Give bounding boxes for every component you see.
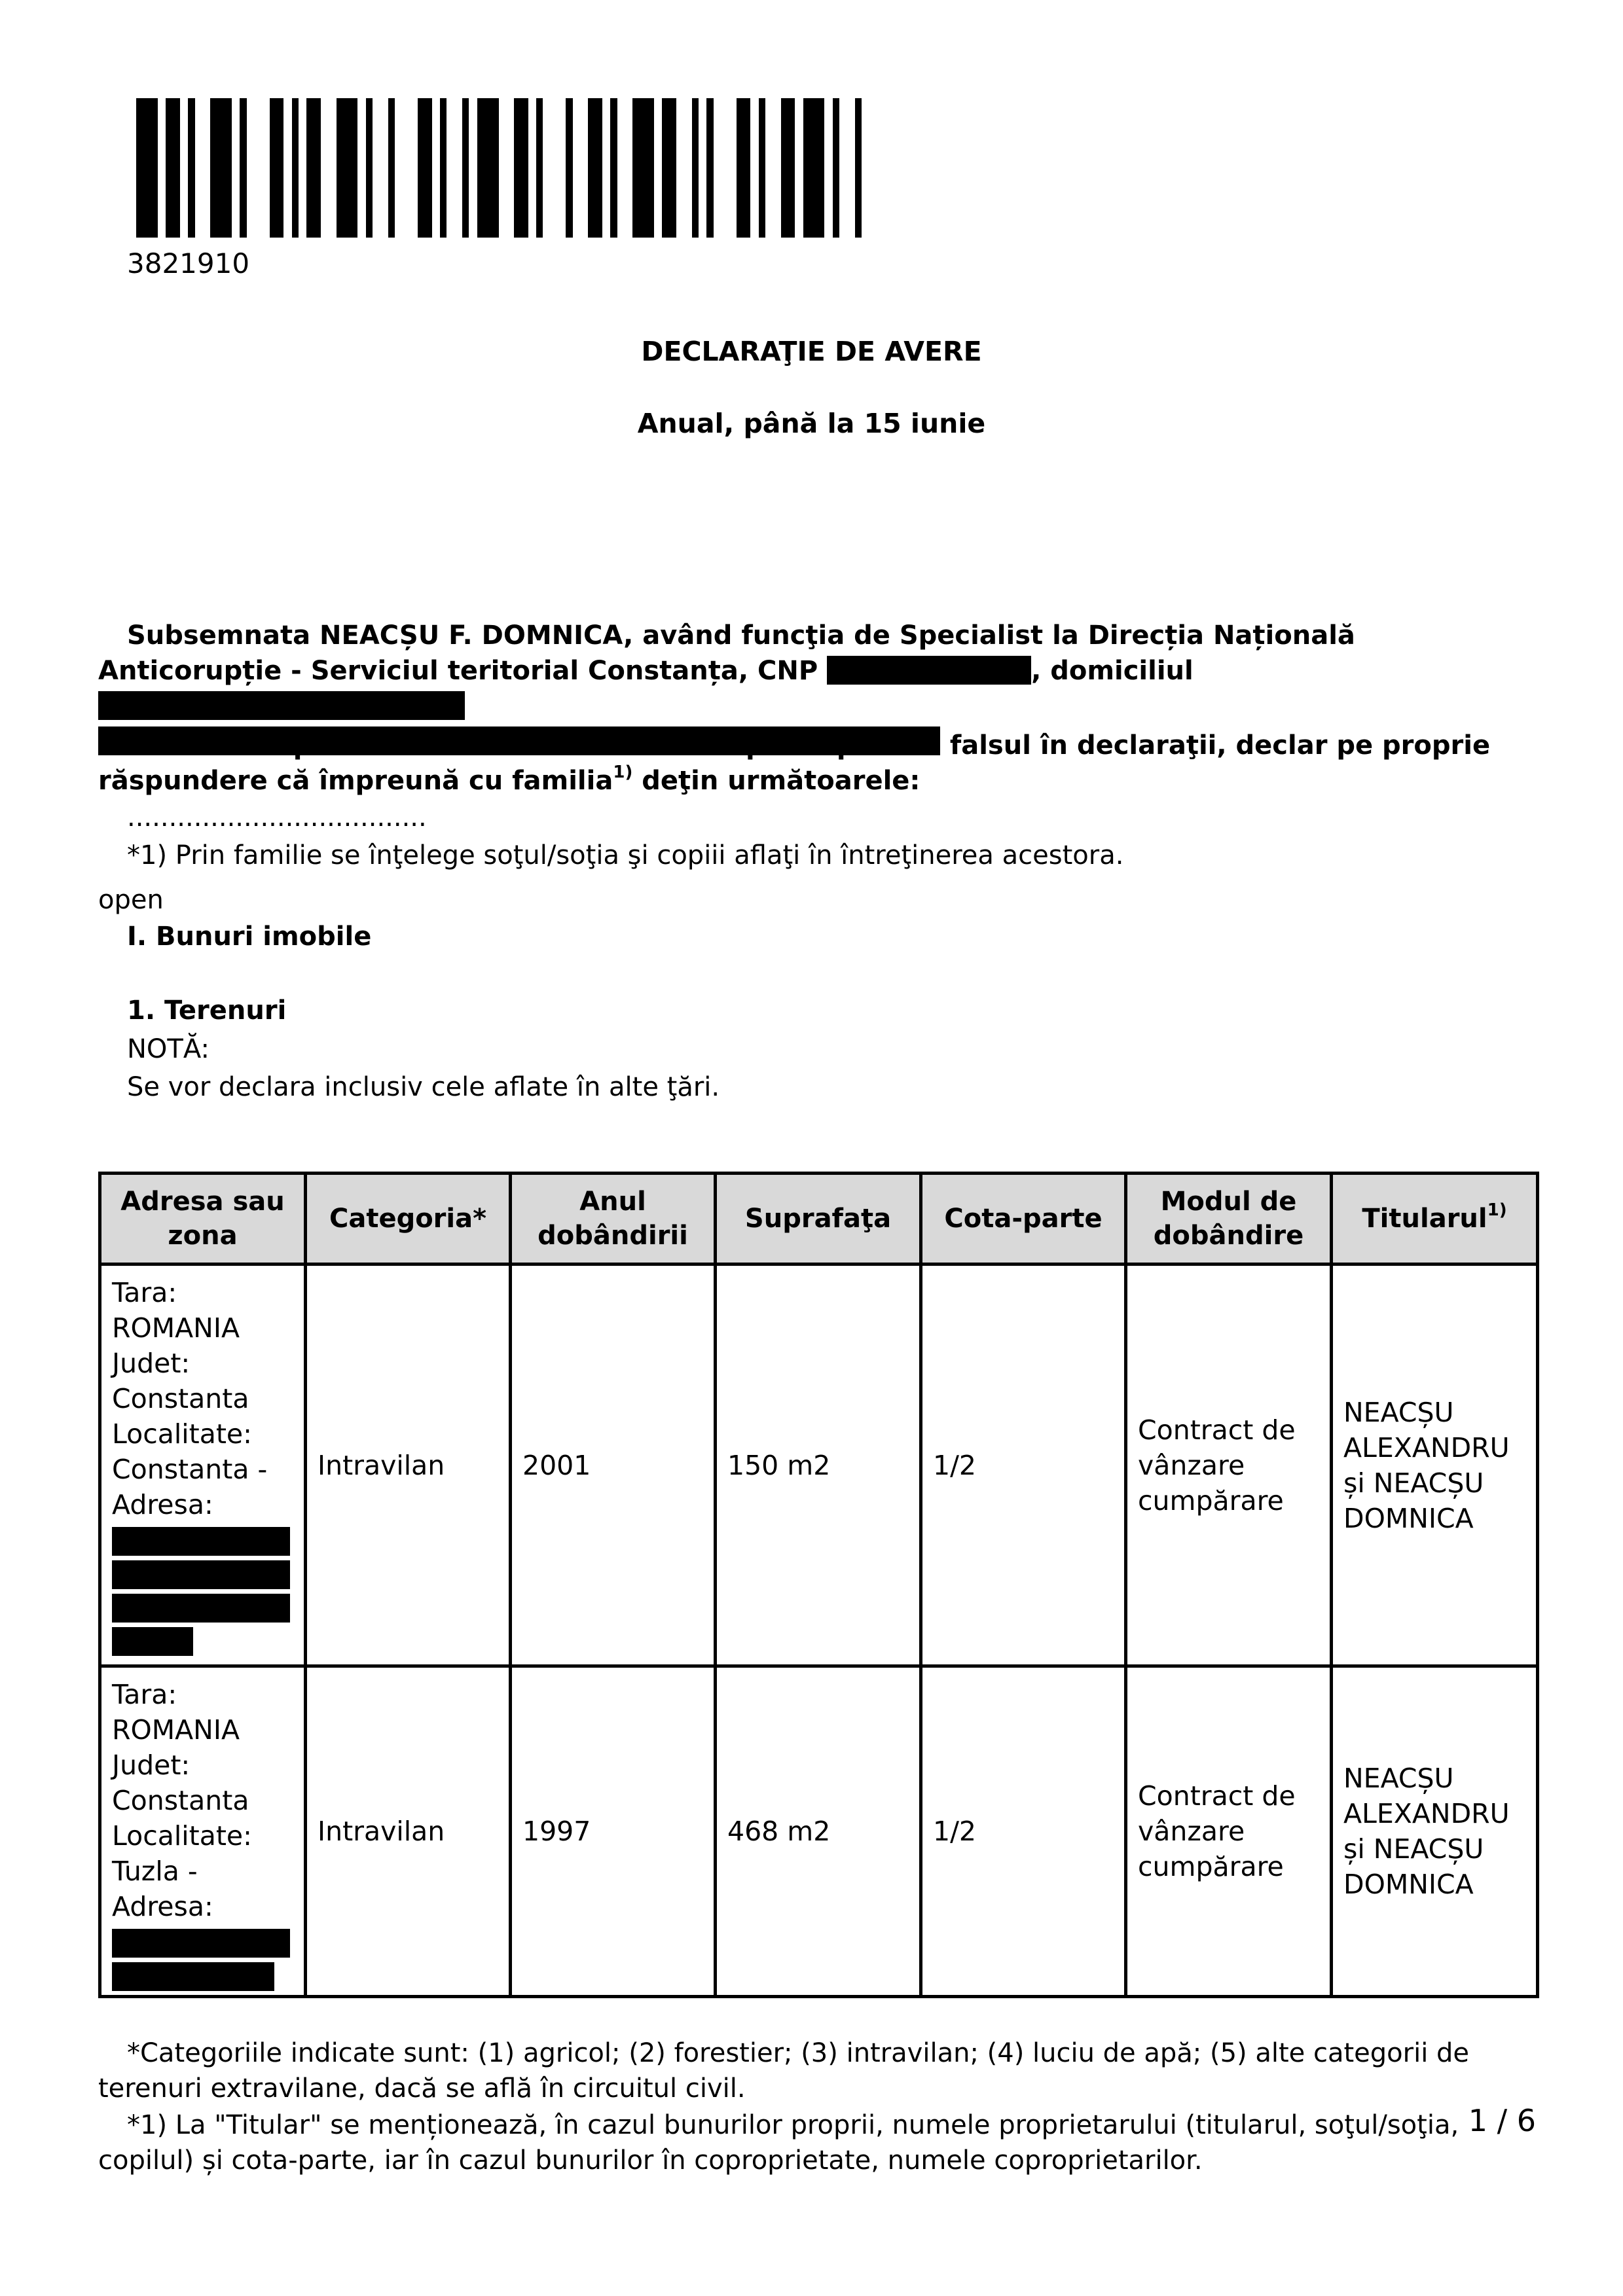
land-table <box>98 1172 1539 1998</box>
redacted-address <box>112 1594 290 1623</box>
header-address: Adresa sau zona <box>100 1174 306 1265</box>
nota-label: NOTĂ: <box>127 1034 210 1064</box>
section-heading: I. Bunuri imobile <box>127 922 372 952</box>
declaration-text: cunoscând prevederile art. 292 din Codul penal privind falsul în declaraţii, declar pe proprie răspundere că împreună cu familia <box>98 730 1491 796</box>
barcode-bar <box>632 98 654 238</box>
header-year: Anul dobândirii <box>511 1174 716 1265</box>
barcode-bar <box>803 98 825 238</box>
barcode-bar <box>136 98 158 238</box>
header-mode: Modul de dobândire <box>1126 1174 1332 1265</box>
barcode-bar <box>514 98 528 238</box>
cell-area: 150 m2 <box>716 1265 921 1666</box>
subsection-heading: 1. Terenuri <box>127 996 287 1026</box>
barcode-bar <box>662 98 676 238</box>
barcode-bar <box>477 98 499 238</box>
barcode <box>136 98 884 238</box>
barcode-bar <box>337 98 358 238</box>
barcode-bar <box>388 98 395 238</box>
barcode-bar <box>706 98 713 238</box>
barcode-bar <box>833 98 839 238</box>
barcode-bar <box>292 98 299 238</box>
barcode-number: 3821910 <box>127 247 250 279</box>
header-owner-label: Titularul <box>1362 1204 1487 1234</box>
cell-address <box>100 1265 306 1666</box>
barcode-bar <box>240 98 246 238</box>
family-note: *1) Prin familie se înţelege soţul/soţia şi copiii aflaţi în întreţinerea acestora. <box>127 840 1124 870</box>
header-category: Categoria* <box>306 1174 511 1265</box>
cell-owner: NEACȘU ALEXANDRU și NEACȘU DOMNICA <box>1332 1666 1538 1997</box>
cell-mode: Contract de vânzare cumpărare <box>1126 1666 1332 1997</box>
address-text: Tara: ROMANIA Judet: Constanta Localitate: Tuzla - Adresa: <box>112 1679 252 1922</box>
redacted-address <box>112 1627 193 1656</box>
declaration-end: deţin următoarele: <box>632 766 921 796</box>
cell-share: 1/2 <box>921 1666 1126 1997</box>
table-header-row <box>100 1174 1538 1265</box>
cell-owner: NEACȘU ALEXANDRU și NEACȘU DOMNICA <box>1332 1265 1538 1666</box>
table-row <box>100 1666 1538 1997</box>
barcode-bar <box>270 98 284 238</box>
open-label: open <box>98 885 164 915</box>
document-subtitle: Anual, până la 15 iunie <box>637 408 986 439</box>
footnote-titular-text: *1) La "Titular" se menționează, în cazul bunurilor proprii, numele proprietarului (titularul, soţul/soţia, copilul) și cota-parte, iar în cazul bunurilor în coproprietate, numele coproprietarilor. <box>98 2110 1459 2176</box>
cell-year: 1997 <box>511 1666 716 1997</box>
barcode-bar <box>759 98 765 238</box>
barcode-bar <box>306 98 321 238</box>
barcode-bar <box>692 98 699 238</box>
barcode-bar <box>610 98 617 238</box>
footnote-categories-text: *Categoriile indicate sunt: (1) agricol; (2) forestier; (3) intravilan; (4) luciu de apă; (5) alte categorii de terenuri extravilane, dacă se află în circuitul civil. <box>98 2038 1470 2104</box>
footnote-categories <box>98 2036 1525 2106</box>
footnote-ref: 1) <box>613 762 633 782</box>
barcode-bar <box>440 98 447 238</box>
redacted-domicile <box>98 691 465 720</box>
redacted-address <box>112 1527 290 1556</box>
barcode-bar <box>166 98 180 238</box>
barcode-bar <box>737 98 751 238</box>
cell-share: 1/2 <box>921 1265 1126 1666</box>
header-area: Suprafaţa <box>716 1174 921 1265</box>
cell-category: Intravilan <box>306 1265 511 1666</box>
cell-mode: Contract de vânzare cumpărare <box>1126 1265 1332 1666</box>
header-owner-sup: 1) <box>1487 1200 1507 1220</box>
cell-category: Intravilan <box>306 1666 511 1997</box>
barcode-bar <box>536 98 543 238</box>
header-share: Cota-parte <box>921 1174 1126 1265</box>
nota-text: Se vor declara inclusiv cele aflate în alte ţări. <box>127 1072 720 1102</box>
redacted-cnp <box>827 656 1031 685</box>
domicile-label: , domiciliul <box>1031 656 1194 686</box>
cell-address <box>100 1666 306 1997</box>
dotted-line: .................................... <box>127 802 427 833</box>
barcode-bar <box>366 98 373 238</box>
declaration-paragraph <box>98 728 1525 798</box>
redacted-address <box>112 1962 274 1991</box>
barcode-bar <box>210 98 232 238</box>
page-number: 1 / 6 <box>1468 2103 1536 2138</box>
barcode-bar <box>588 98 602 238</box>
cell-year: 2001 <box>511 1265 716 1666</box>
barcode-bar <box>855 98 862 238</box>
redacted-address <box>112 1929 290 1958</box>
barcode-bar <box>188 98 194 238</box>
footnote-titular <box>98 2108 1525 2178</box>
document-title: DECLARAŢIE DE AVERE <box>641 336 982 367</box>
cell-area: 468 m2 <box>716 1666 921 1997</box>
table-row <box>100 1265 1538 1666</box>
declarant-text: Subsemnata NEACȘU F. DOMNICA, având funcţia de Specialist la Direcția Națională Anticorupție - Serviciul teritorial Constanța, CNP <box>98 620 1355 686</box>
header-owner <box>1332 1174 1538 1265</box>
redacted-address <box>112 1560 290 1589</box>
barcode-bar <box>418 98 432 238</box>
barcode-bar <box>462 98 469 238</box>
barcode-bar <box>566 98 572 238</box>
barcode-bar <box>781 98 795 238</box>
address-text: Tara: ROMANIA Judet: Constanta Localitate: Constanta - Adresa: <box>112 1277 268 1520</box>
